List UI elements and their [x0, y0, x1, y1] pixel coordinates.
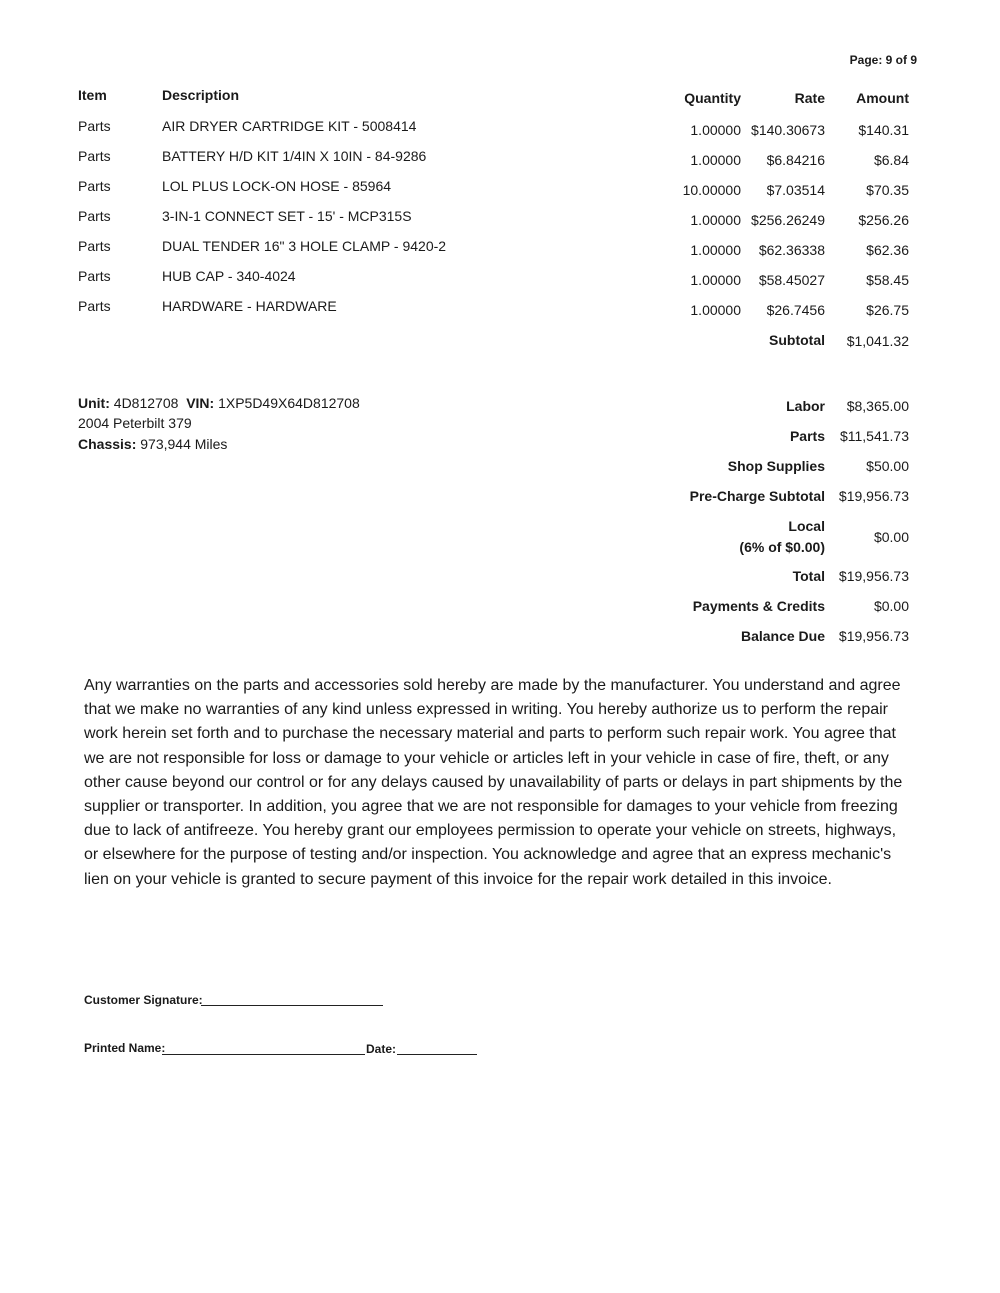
pre-charge-subtotal-label: Pre-Charge Subtotal	[689, 488, 825, 504]
vin-value: 1XP5D49X64D812708	[218, 395, 360, 411]
labor-label: Labor	[786, 398, 825, 414]
row-amount: $26.75	[866, 302, 909, 318]
row-description: BATTERY H/D KIT 1/4IN X 10IN - 84-9286	[162, 148, 427, 164]
table-row	[0, 238, 1000, 268]
printed-name-line[interactable]	[162, 1054, 365, 1055]
subtotal-label: Subtotal	[769, 332, 825, 348]
total-label: Total	[792, 568, 825, 584]
payments-credits-label: Payments & Credits	[692, 598, 825, 614]
payments-credits-value: $0.00	[873, 598, 909, 614]
row-quantity: 1.00000	[690, 242, 741, 258]
printed-name-label: Printed Name:	[84, 1041, 166, 1055]
table-row	[0, 298, 1000, 328]
row-quantity: 1.00000	[690, 122, 741, 138]
row-rate: $6.84216	[766, 152, 825, 168]
row-item: Parts	[78, 298, 111, 314]
row-rate: $256.26249	[751, 212, 825, 228]
shop-supplies-value: $50.00	[866, 458, 909, 474]
row-amount: $6.84	[873, 152, 909, 168]
table-row	[0, 148, 1000, 178]
vin-label: VIN:	[186, 395, 215, 411]
table-row	[0, 118, 1000, 148]
row-amount: $256.26	[858, 212, 909, 228]
row-rate: $140.30673	[751, 122, 825, 138]
row-description: HARDWARE - HARDWARE	[162, 298, 337, 314]
row-amount: $58.45	[866, 272, 909, 288]
row-amount: $70.35	[866, 182, 909, 198]
warranty-terms: Any warranties on the parts and accessories sold hereby are made by the manufacturer. You understand and agree that we make no warranties of any kind unless expressed in writing. You hereby authorize us to perform the repair work herein set forth and to purchase the necessary material and parts to perform such repair work. You agree that we are not responsible for loss or damage to your vehicle or articles left in your vehicle in case of fire, theft, or any other cause beyond our control or for any delays caused by unavailability of parts or delays in part shipments by the supplier or transporter. In addition, you agree that we are not responsible for damages to your vehicle from freezing due to lack of antifreeze. You hereby grant our employees permission to operate your vehicle on streets, highways, or elsewhere for the purpose of testing and/or inspection. You acknowledge and agree that an express mechanic's lien on your vehicle is granted to secure payment of this invoice for the repair work detailed in this invoice.	[84, 677, 903, 888]
row-amount: $140.31	[858, 122, 909, 138]
header-amount: Amount	[856, 90, 909, 106]
chassis-label: Chassis:	[78, 436, 137, 452]
local-tax-sublabel: (6% of $0.00)	[739, 539, 825, 555]
row-rate: $62.36338	[758, 242, 825, 258]
date-label: Date:	[366, 1042, 397, 1056]
row-item: Parts	[78, 148, 111, 164]
header-item: Item	[78, 87, 107, 103]
chassis-line	[78, 436, 227, 452]
row-item: Parts	[78, 268, 111, 284]
table-row	[0, 208, 1000, 238]
row-quantity: 10.00000	[682, 182, 741, 198]
customer-signature-label: Customer Signature:	[84, 993, 203, 1007]
chassis-value: 973,944 Miles	[140, 436, 228, 452]
table-row	[0, 178, 1000, 208]
date-line[interactable]	[397, 1054, 477, 1055]
row-description: AIR DRYER CARTRIDGE KIT - 5008414	[162, 118, 417, 134]
table-row	[0, 268, 1000, 298]
row-rate: $7.03514	[766, 182, 825, 198]
row-item: Parts	[78, 178, 111, 194]
page-number: Page: 9 of 9	[849, 53, 917, 67]
row-item: Parts	[78, 238, 111, 254]
row-description: LOL PLUS LOCK-ON HOSE - 85964	[162, 178, 392, 194]
customer-signature-line[interactable]	[201, 1005, 383, 1006]
row-amount: $62.36	[866, 242, 909, 258]
parts-value: $11,541.73	[839, 428, 909, 444]
row-rate: $58.45027	[758, 272, 825, 288]
balance-due-value: $19,956.73	[838, 628, 909, 644]
unit-label: Unit:	[78, 395, 110, 411]
row-item: Parts	[78, 118, 111, 134]
header-description: Description	[162, 87, 240, 103]
row-item: Parts	[78, 208, 111, 224]
row-description: 3-IN-1 CONNECT SET - 15' - MCP315S	[162, 208, 412, 224]
row-quantity: 1.00000	[690, 302, 741, 318]
row-quantity: 1.00000	[690, 152, 741, 168]
row-description: DUAL TENDER 16" 3 HOLE CLAMP - 9420-2	[162, 238, 447, 254]
row-quantity: 1.00000	[690, 212, 741, 228]
row-rate: $26.7456	[766, 302, 825, 318]
unit-value: 4D812708	[113, 395, 179, 411]
vehicle-model: 2004 Peterbilt 379	[78, 415, 192, 431]
row-description: HUB CAP - 340-4024	[162, 268, 296, 284]
header-rate: Rate	[794, 90, 825, 106]
total-value: $19,956.73	[838, 568, 909, 584]
row-quantity: 1.00000	[690, 272, 741, 288]
local-tax-label: Local	[788, 518, 825, 534]
unit-vin-line	[78, 395, 360, 411]
balance-due-label: Balance Due	[740, 628, 825, 644]
parts-label: Parts	[789, 428, 825, 444]
labor-value: $8,365.00	[846, 398, 909, 414]
header-quantity: Quantity	[684, 90, 741, 106]
shop-supplies-label: Shop Supplies	[727, 458, 825, 474]
pre-charge-subtotal-value: $19,956.73	[838, 488, 909, 504]
local-tax-value: $0.00	[873, 529, 909, 545]
subtotal-value: $1,041.32	[846, 333, 909, 349]
